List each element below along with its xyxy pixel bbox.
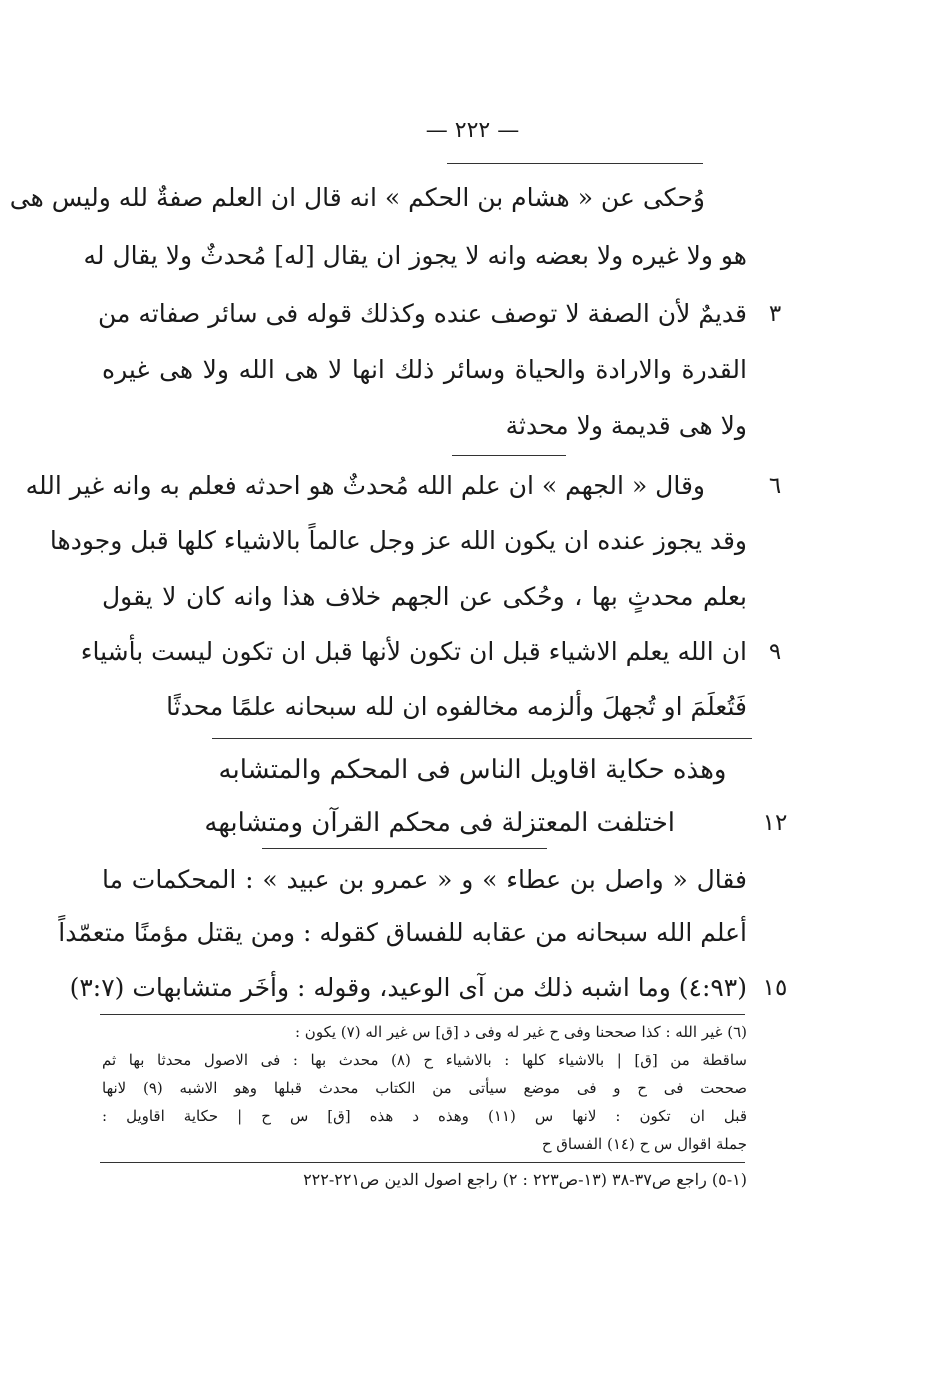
- line-number: ١٢: [762, 810, 788, 836]
- subsection-heading: اختلفت المعتزلة فى محكم القرآن ومتشابهه: [204, 808, 675, 838]
- footnote-rule: [100, 1014, 745, 1015]
- references-line: (١-٥) راجع ص٣٧-٣٨ (١٣-ص٢٢٣ : ٢) راجع اصول الدين ص٢٢١-٢٢٢: [303, 1170, 747, 1189]
- section-rule: [262, 848, 547, 849]
- line-number: ٣: [768, 301, 782, 327]
- section-rule: [212, 738, 752, 739]
- body-line: ولا هى قديمة ولا محدثة: [505, 411, 747, 440]
- body-line: أعلم الله سبحانه من عقابه للفساق كقوله : ومن يقتل مؤمنًا متعمّداً: [58, 918, 747, 947]
- section-heading: وهذه حكاية اقاويل الناس فى المحكم والمتشابه: [218, 755, 727, 785]
- body-line: وُحكى عن « هشام بن الحكم » انه قال ان العلم صفةٌ لله وليس هى: [9, 183, 705, 212]
- line-number: ٦: [768, 473, 782, 499]
- body-line: وقال « الجهم » ان علم الله مُحدثٌ هو احدثه فعلم به وانه غير الله: [25, 471, 705, 500]
- body-line: هو ولا غيره ولا بعضه وانه لا يجوز ان يقال [له] مُحدثٌ ولا يقال له: [83, 241, 747, 270]
- body-line: ان الله يعلم الاشياء قبل ان تكون لأنها قبل ان تكون ليست بأشياء: [80, 637, 747, 666]
- line-number: ١٥: [762, 975, 788, 1001]
- body-line: قديمٌ لأن الصفة لا توصف عنده وكذلك قوله فى سائر صفاته من: [98, 299, 747, 328]
- header-rule: [447, 163, 703, 164]
- footnote-line: (٦) غير الله : كذا صححنا وفى ح غير له وفى د [ق] س غير اله (٧) يكون :: [294, 1023, 747, 1041]
- section-rule: [452, 455, 566, 456]
- body-line: بعلم محدثٍ بها ، وحُكى عن الجهم خلاف هذا وانه كان لا يقول: [102, 582, 747, 611]
- footnote-line: جملة اقوال س ح (١٤) الفساق ح: [541, 1135, 747, 1153]
- footnote-line: قبل ان تكون : لانها س (١١) وهذه د هذه [ق] س ح | حكاية اقاويل :: [102, 1107, 747, 1125]
- references-rule: [100, 1162, 745, 1163]
- line-number: ٩: [768, 639, 782, 665]
- body-line: القدرة والارادة والحياة وسائر ذلك انها لا هى الله ولا هى غيره: [102, 355, 747, 384]
- body-line: (٤:٩٣) وما اشبه ذلك من آى الوعيد، وقوله : وأخَر متشابهات (٣:٧): [69, 973, 747, 1002]
- body-line: وقد يجوز عنده ان يكون الله عز وجل عالماً بالاشياء كلها قبل وجودها: [49, 526, 747, 555]
- body-line: فَتُعلَمَ او تُجهلَ وألزمه مخالفوه ان لله سبحانه علمًا محدثًا: [166, 692, 747, 721]
- footnote-line: ساقطة من [ق] | بالاشياء كلها : بالاشياء ح (٨) محدث بها : فى الاصول محدثا بها ثم: [102, 1051, 747, 1069]
- page-number: — ٢٢٢ —: [425, 118, 520, 143]
- body-line: فقال « واصل بن عطاء » و « عمرو بن عبيد » : المحكمات ما: [102, 865, 747, 894]
- footnote-line: صححت فى ح و فى موضع سيأتى من الكتاب محدث قبلها وهو الاشبه (٩) لانها: [102, 1079, 747, 1097]
